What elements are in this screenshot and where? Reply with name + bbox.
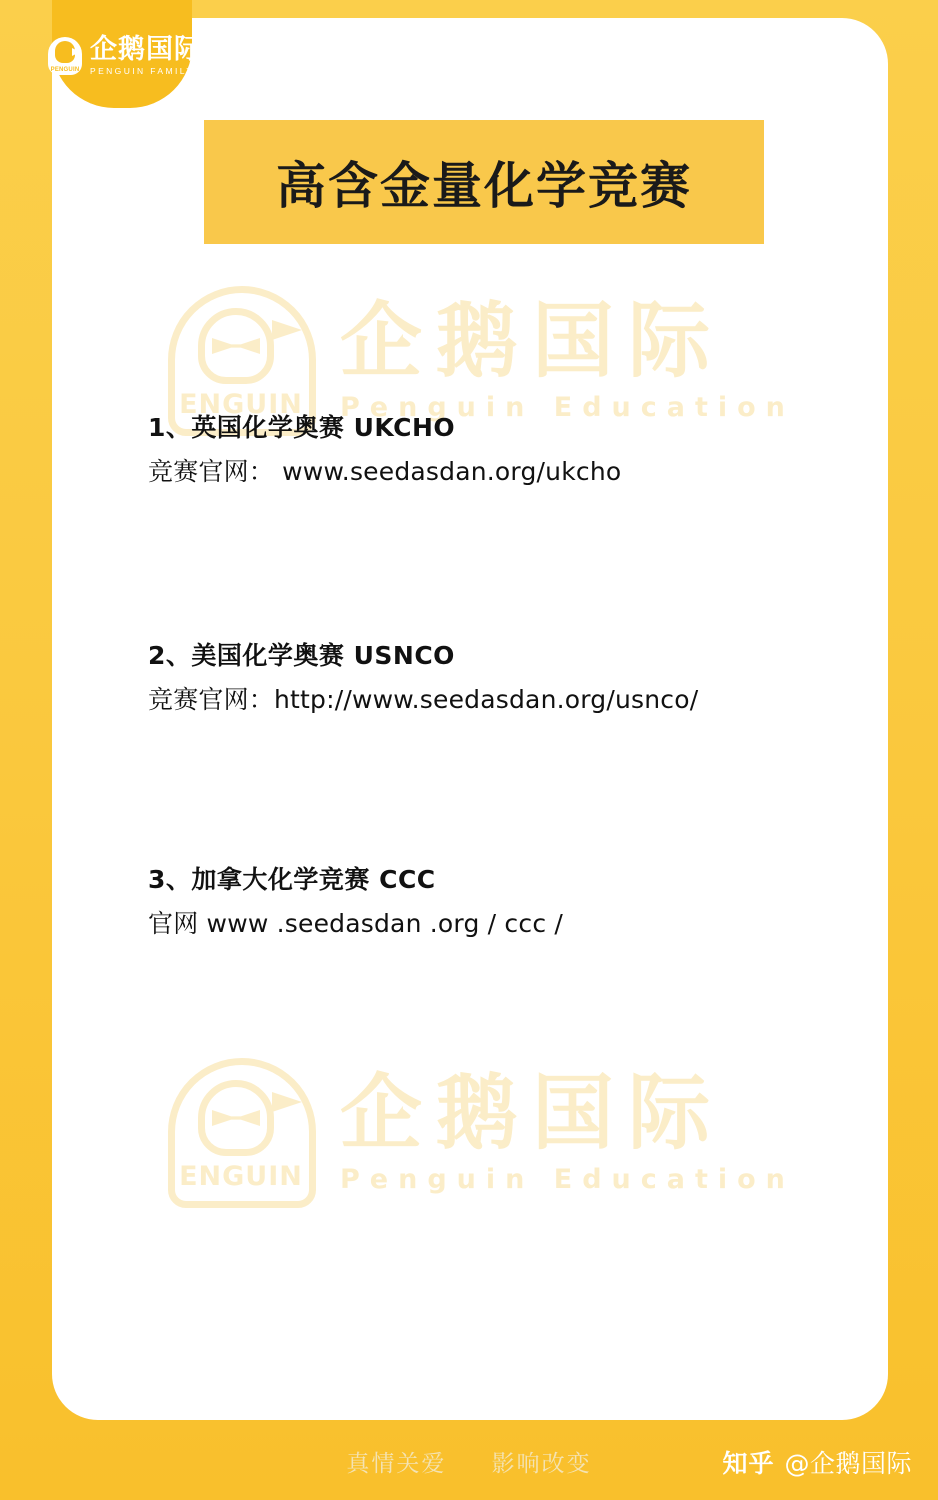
penguin-logo-icon [48,37,82,75]
footer-slogan-left: 真情关爱 [346,1451,447,1477]
zhihu-attribution [722,1444,912,1480]
penguin-watermark-icon [168,1058,316,1208]
penguin-watermark-banner-text: ENGUIN [179,389,303,420]
brand-name-en: PENGUIN FAMILY [90,66,195,76]
brand-logo [48,36,202,76]
competition-heading: 1、英国化学奥赛 UKCHO [148,413,456,442]
watermark-en-text: Penguin Education [340,391,795,423]
page-title: 高含金量化学竞赛 [276,157,692,215]
list-item [148,408,848,488]
penguin-logo-mark-text: PENGUIN [50,66,80,73]
watermark-cn-text: 企鹅国际 [340,1066,725,1162]
competition-link[interactable]: 官网 www .seedasdan .org / ccc / [148,909,564,938]
competition-heading: 3、加拿大化学竞赛 CCC [148,865,436,894]
footer-slogan-right: 影响改变 [491,1451,592,1477]
watermark-cn-text: 企鹅国际 [340,294,725,390]
zhihu-username: @企鹅国际 [784,1449,912,1478]
penguin-watermark-banner-text: ENGUIN [179,1161,303,1192]
content-card [52,18,888,1420]
page-title-band [204,120,764,244]
list-item [148,860,848,940]
watermark-wordmark [340,1066,795,1195]
zhihu-logo: 知乎 [722,1449,775,1478]
watermark-en-text: Penguin Education [340,1163,795,1195]
brand-name-cn: 企鹅国际 [90,34,202,64]
competition-link[interactable]: 竞赛官网： www.seedasdan.org/ukcho [148,457,622,486]
watermark-wordmark [340,294,795,423]
list-item [148,636,848,716]
brand-logo-text [90,36,202,76]
watermark-bottom [168,1058,795,1208]
competition-heading: 2、美国化学奥赛 USNCO [148,641,455,670]
competition-link[interactable]: 竞赛官网：http://www.seedasdan.org/usnco/ [148,685,699,714]
